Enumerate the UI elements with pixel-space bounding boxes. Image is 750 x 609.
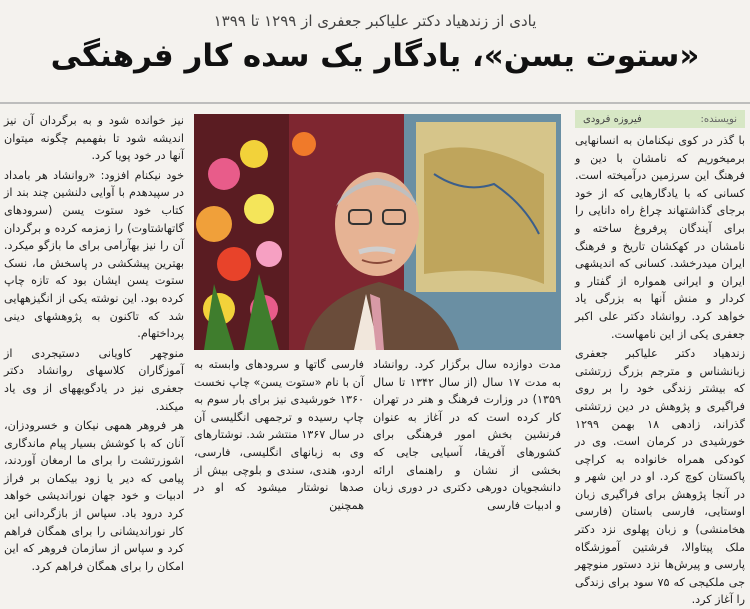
portrait-photo <box>194 114 561 350</box>
article-column-right <box>575 132 745 607</box>
article-column-mid <box>194 356 364 512</box>
paragraph: هر فروهر همهی نیکان و خسرودزان، آنان که با کوشش بسیار پیام ماندگاری اشوزرتشت را برای ما ارمغان آوردند، پیامی که دیر یا زود بیکمان بر فراز ادبیات و خود جهان نوراندیشی خواهد کرد درود باد. سپاس از بازگردانی این کار نوراندیشانی را برای همگان فراهم کرد و سپاس از سازمان فروهر که این امکان را برای همگان فراهم کرد. <box>4 419 184 573</box>
article-column-left <box>4 112 184 573</box>
paragraph: نیز خوانده شود و به برگردان آن نیز اندیشه شود تا بفهمیم چگونه میتوان آنها در خود پویا کرد. <box>4 114 184 163</box>
paragraph: خود نیکنام افزود: «روانشاد هر بامداد در سپیدهدم با آوایی دلنشین چند بند از کتاب خود ستوت یسن (سرودهای گاتهاشتاوت) را زمزمه کرده و برگردان آن را نیز بهآرامی برای ما بازگو میکرد. بهترین پیشکشی در پاسخش ما، نسک ستوت یسن ایشان بود که تازه چاپ کرده بود. این نوشته یکی از انگیزههایی شد که تاکنون به پژوهشهای دینی پرداختهام. <box>4 168 184 341</box>
byline <box>575 110 745 128</box>
paragraph: زندهیاد دکتر علیاکبر جعفری زبانشناس و مترجم بزرگ زرتشتی که بیشتر زندگی خود را بر روی فراگیری و پژوهش در دین زرتشتی گذراند، زادهی ۱۸ بهمن ۱۲۹۹ خورشیدی در کرمان است. وی در کودکی همراه خانواده به کراچی پاکستان کوچ کرد. او در این شهر و در آنجا پژوهش برای فراگیری زبان اوستایی، فارسی باستان (فارسی هخامنشی) و زبان پهلوی نزد دکتر ملک پیتاوالا، فرشتین آموزشگاه پارسی و پیرش‌ها نزد دستور منوچهر جی ملکیجی که ۷۵ سود برای زندگی را آغاز کرد. <box>575 347 745 607</box>
paragraph: مدت دوازده سال برگزار کرد. روانشاد به مدت ۱۷ سال (از سال ۱۳۴۲ تا سال ۱۳۵۹) در وزارت فرهنگ و هنر در تهران کار کرده است که در آغاز به عنوان فرنشین بخش امور فرهنگی برای کشورهای آفریقا، آسیایی جایی که بخشی از نشان و راهنمای ارائه دانشجویان دورهی دکتری در دوری زبان و ادبیات فارسی <box>373 358 561 512</box>
headline: «ستوت یسن»، یادگار یک سده کار فرهنگی <box>50 38 700 74</box>
byline-author: فیروزه فرودی <box>583 113 642 125</box>
byline-label: نویسنده: <box>700 113 737 125</box>
article-column-mid <box>373 356 561 512</box>
divider <box>0 102 750 104</box>
paragraph: با گذر در کوی نیکنامان به انسانهایی برمیخوریم که نامشان با دین و فرهنگ این سرزمین درآمیخته است. کسانی که با یادگارهایی که از خود برجای گذاشتهاند چراغ راه دانایی را برای آیندگان پرفروغ ساخته و نامشان در کهکشان تاریخ و فرهنگ ایران میدرخشد. کسانی که اندیشهی ایران و ایرانی همواره از گفتار و کردار و منش آنها به بزرگی یاد خواهد کرد. روانشاد دکتر علی اکبر جعفری یکی از این نامهاست. <box>575 134 745 341</box>
paragraph: فارسی گاتها و سرودهای وابسته به آن با نام «ستوت یسن» چاپ نخست ۱۳۶۰ خورشیدی نیز برای بار سوم به چاپ رسیده و ترجمهی انگلیسی آن در سال ۱۳۶۷ منتشر شد. نوشتارهای وی به زبانهای انگلیسی، فارسی، اردو، هندی، سندی و بلوچی بیش از صدها نوشتار میشود که او در همچنین <box>194 358 364 512</box>
kicker: یادی از زندهیاد دکتر علیاکبر جعفری از ۱۲۹۹ تا ۱۳۹۹ <box>213 12 537 30</box>
paragraph: منوچهر کاویانی دستیجردی از آموزگاران کلاسهای روانشاد دکتر جعفری نیز در یادگویههای از وی یاد میکند. <box>4 346 184 413</box>
